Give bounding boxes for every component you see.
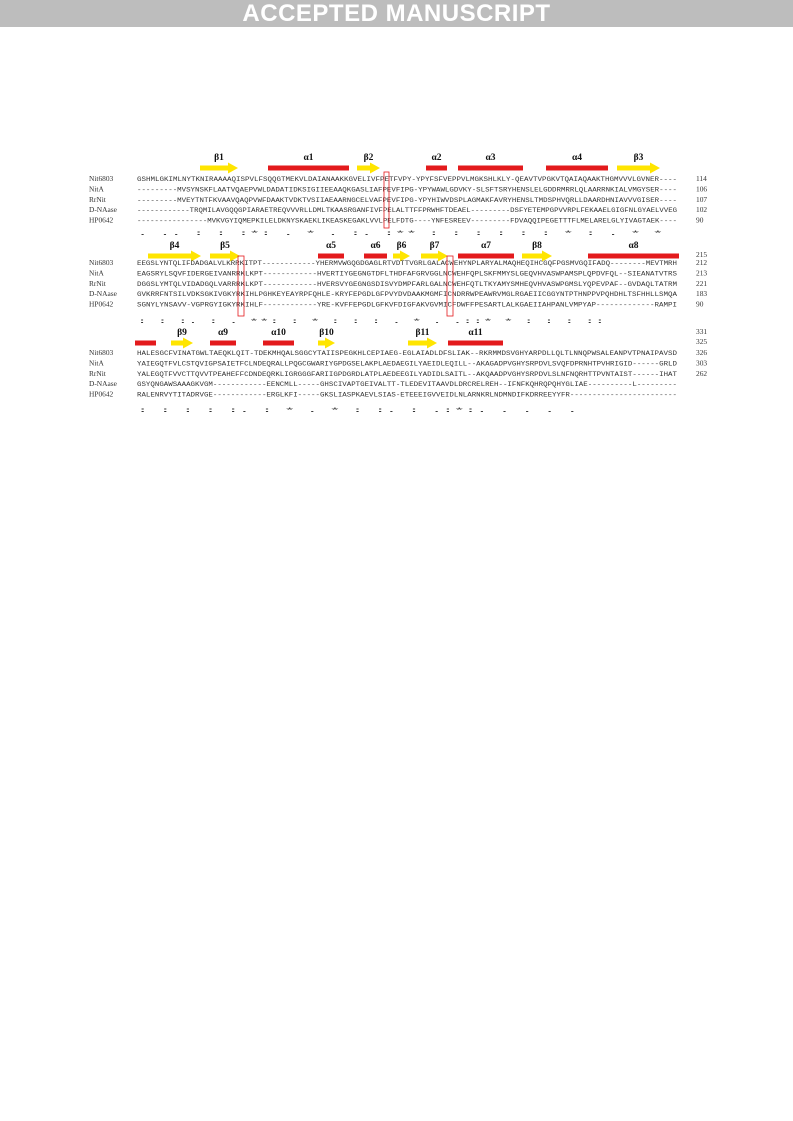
- sequence-row: YALEGQTFVVCTTQVVTPEAHEFFCDNDEQRKLIGRGGGFARIIGPDGRDLATPLAEDEEGILYADIDLSAITL--AKQAADPVGHYSRPDVLSLNFNQRHTTPVNTAIST------IHAT: [137, 370, 678, 378]
- helix-bar: [458, 166, 523, 171]
- ss-element-label: β6: [396, 241, 407, 251]
- ss-element-label: α5: [325, 241, 337, 251]
- residue-number: 331: [696, 327, 708, 336]
- ss-element-label: β11: [415, 328, 430, 338]
- sequence-row: DGGSLYMTQLVIDADGQLVARRRKLKPT------------HVERSVYGEGNGSDISVYDMPFARLGALNCWEHFQTLTKYAMYSMHEQVHVASWPGMSLYQPEVPAF--GVDAQLTATRM: [137, 280, 678, 288]
- helix-bar: [448, 341, 503, 346]
- sequence-name: HP0642: [89, 299, 114, 309]
- sequence-name: D-NAase: [89, 379, 117, 389]
- strand-arrow: [200, 163, 238, 174]
- residue-number: 106: [696, 184, 708, 194]
- sequence-name: Nit6803: [89, 348, 114, 357]
- helix-bar: [268, 166, 349, 171]
- ss-element-label: α1: [303, 153, 314, 163]
- conservation-line: : : : : :. : * . * : :. : .:*:. . . . .: [137, 407, 578, 414]
- ss-element-label: α6: [370, 241, 381, 251]
- ss-element-label: β2: [363, 153, 374, 163]
- helix-bar: [458, 254, 514, 259]
- residue-number: 183: [696, 289, 708, 299]
- residue-number: 262: [696, 368, 708, 378]
- sequence-name: RrNit: [89, 278, 106, 288]
- residue-number: 213: [696, 268, 708, 278]
- sequence-row: EEGSLYNTQLIFDADGALVLKRRKITPT------------YHERMVWGQGDGAGLRTVDTTVGRLGALACWEHYNPLARYALMAQHEQIHCGQFPGSMVGQIFADQ--------MEVTMRH: [137, 260, 678, 267]
- sequence-name: NitA: [89, 358, 104, 368]
- helix-bar: [364, 254, 387, 259]
- sequence-row: ----------------MVKVGYIQMEPKILELDKNYSKAEKLIKEASKEGAKLVVLPELFDTG----YNFESREEV---------FDVAQQIPEGETTTFLMELARELGLYIVAGTAEK----: [137, 217, 677, 225]
- residue-number: 107: [696, 194, 708, 204]
- ss-element-label: α3: [485, 153, 496, 163]
- helix-bar: [546, 166, 608, 171]
- ss-element-label: α4: [571, 153, 583, 163]
- ss-element-label: β4: [169, 241, 180, 251]
- residue-number: 215: [696, 250, 708, 259]
- sequence-row: GSHMLGKIMLNYTKNIRAAAAQISPVLFSQQGTMEKVLDAIANAAKKGVELIVFPETFVPY-YPYFSFVEPPVLMGKSHLKLY-QEAVTVPGKVTQAIAQAAKTHGMVVVLGVNER----: [137, 176, 677, 183]
- ss-element-label: β5: [220, 241, 230, 251]
- residue-number: 102: [696, 205, 708, 215]
- ss-element-label: α11: [468, 328, 483, 338]
- residue-number: 114: [696, 174, 707, 183]
- sequence-row: HALESGCFVINATGWLTAEQKLQIT-TDEKMHQALSGGCYTAIISPEGKHLCEPIAEG-EGLAIADLDFSLIAK--RKRMMDSVGHYARPDLLQLTLNNQPWSALEANPVTPNAIPAVSD: [137, 350, 678, 357]
- sequence-row: GSYQNGAWSAAAGKVGM------------EENCMLL-----GHSCIVAPTGEIVALTT-TLEDEVITAAVDLDRCRELREH--IFNFKQHRQPQHYGLIAE----------L---------: [137, 381, 677, 389]
- ss-element-label: α8: [628, 241, 639, 251]
- helix-bar: [263, 341, 294, 346]
- sequence-name: Nit6803: [89, 174, 114, 183]
- ss-element-label: α10: [271, 328, 286, 338]
- sequence-name: NitA: [89, 184, 104, 194]
- strand-arrow: [318, 338, 335, 349]
- ss-element-label: α2: [431, 153, 442, 163]
- sequence-row: EAGSRYLSQVFIDERGEIVANRRKLKPT------------HVERTIYGEGNGTDFLTHDFAFGRVGGLNCWEHFQPLSKFMMYSLGEQVHVASWPAMSPLQPDVFQL--SIEANATVTRS: [137, 270, 678, 278]
- sequence-name: RrNit: [89, 194, 106, 204]
- ss-element-label: α7: [480, 241, 492, 251]
- ss-element-label: β1: [214, 153, 224, 163]
- ss-element-label: β3: [633, 153, 644, 163]
- sequence-row: RALENRVYTITADRVGE------------ERGLKFI-----GKSLIASPKAEVLSIAS-ETEEEIGVVEIDLNLARNKRLNDMNDIFKDRREEYYFR------------------------: [137, 391, 677, 399]
- accepted-manuscript-banner: ACCEPTED MANUSCRIPT: [0, 0, 793, 27]
- sequence-row: YAIEGQTFVLCSTQVIGPSAIETFCLNDEQRALLPQGCGWARIYGPDGSELAKPLAEDAEGILYAEIDLEQILL--AKAGADPVGHYSRPDVLSVQFDPRNHTPVHRIGID------GRLD: [137, 360, 678, 368]
- sequence-name: Nit6803: [89, 258, 114, 267]
- sequence-row: ---------MVSYNSKFLAATVQAEPVWLDADATIDKSIGIIEEAAQKGASLIAFPEVFIPG-YPYWAWLGDVKY-SLSFTSRYHENSLELGDDRMRRLQLAARRNKIALVMGYSER----: [137, 186, 677, 194]
- strand-arrow: [617, 163, 660, 174]
- ss-element-label: β9: [177, 328, 187, 338]
- sequence-name: D-NAase: [89, 205, 117, 215]
- conservation-line: . .. : : :*: . * . :. :** : : : : : : * : . * *: [137, 230, 664, 237]
- sequence-name: D-NAase: [89, 289, 117, 299]
- sequence-name: HP0642: [89, 389, 114, 399]
- residue-number: 90: [696, 299, 704, 309]
- helix-bar: [135, 341, 156, 346]
- sequence-row: GVKRRFNTSILVDKSGKIVGKYRKIHLPGHKEYEAYRPFQHLE-KRYFEPGDLGFPVYDVDAAKMGMFICNDRRWPEAWRVMGLRGAEIICGGYNTPTHNPPVPQHDHLTSFHHLLSMQA: [137, 291, 678, 299]
- helix-bar: [588, 254, 679, 259]
- sequence-row: SGNYLYNSAVV-VGPRGYIGKYRKIHLF------------YRE-KVFFEPGDLGFKVFDIGFAKVGVMICFDWFFPESARTLALKGAEIIAHPANLVMPYAP-------------RAMPI: [137, 301, 678, 309]
- residue-number: 221: [696, 278, 708, 288]
- helix-bar: [318, 254, 344, 259]
- conservation-line: : : :. : . **: : * : : : . * . .::* * : : : ::: [137, 318, 605, 325]
- sequence-row: ---------MVEYTNTFKVAAVQAQPVWFDAAKTVDKTVSIIAEAARNGCELVAFPEVFIPG-YPYHIWVDSPLAGMAKFAVRYHENSLTMDSPHVQRLLDAARDHNIAVVVGISER----: [137, 196, 677, 204]
- residue-number: 326: [696, 348, 708, 357]
- sequence-name: HP0642: [89, 215, 114, 225]
- sequence-name: RrNit: [89, 368, 106, 378]
- residue-number: 212: [696, 258, 708, 267]
- residue-number: 303: [696, 358, 708, 368]
- strand-arrow: [408, 338, 437, 349]
- residue-number: 90: [696, 215, 704, 225]
- sequence-name: NitA: [89, 268, 104, 278]
- ss-element-label: β7: [429, 241, 440, 251]
- residue-number: 325: [696, 337, 708, 346]
- ss-element-label: β10: [319, 328, 334, 338]
- helix-bar: [426, 166, 447, 171]
- strand-arrow: [357, 163, 380, 174]
- ss-element-label: α9: [217, 328, 229, 338]
- ss-element-label: β8: [532, 241, 542, 251]
- strand-arrow: [171, 338, 193, 349]
- sequence-row: ------------TRQMILAVGQQGPIARAETREQVVVRLLDMLTKAASRGANFIVFPELALTTFFPRWHFTDEAEL---------DSFYETEMPGPVVRPLFEKAAELGIGFNLGYAELVVEG: [137, 207, 678, 215]
- helix-bar: [210, 341, 236, 346]
